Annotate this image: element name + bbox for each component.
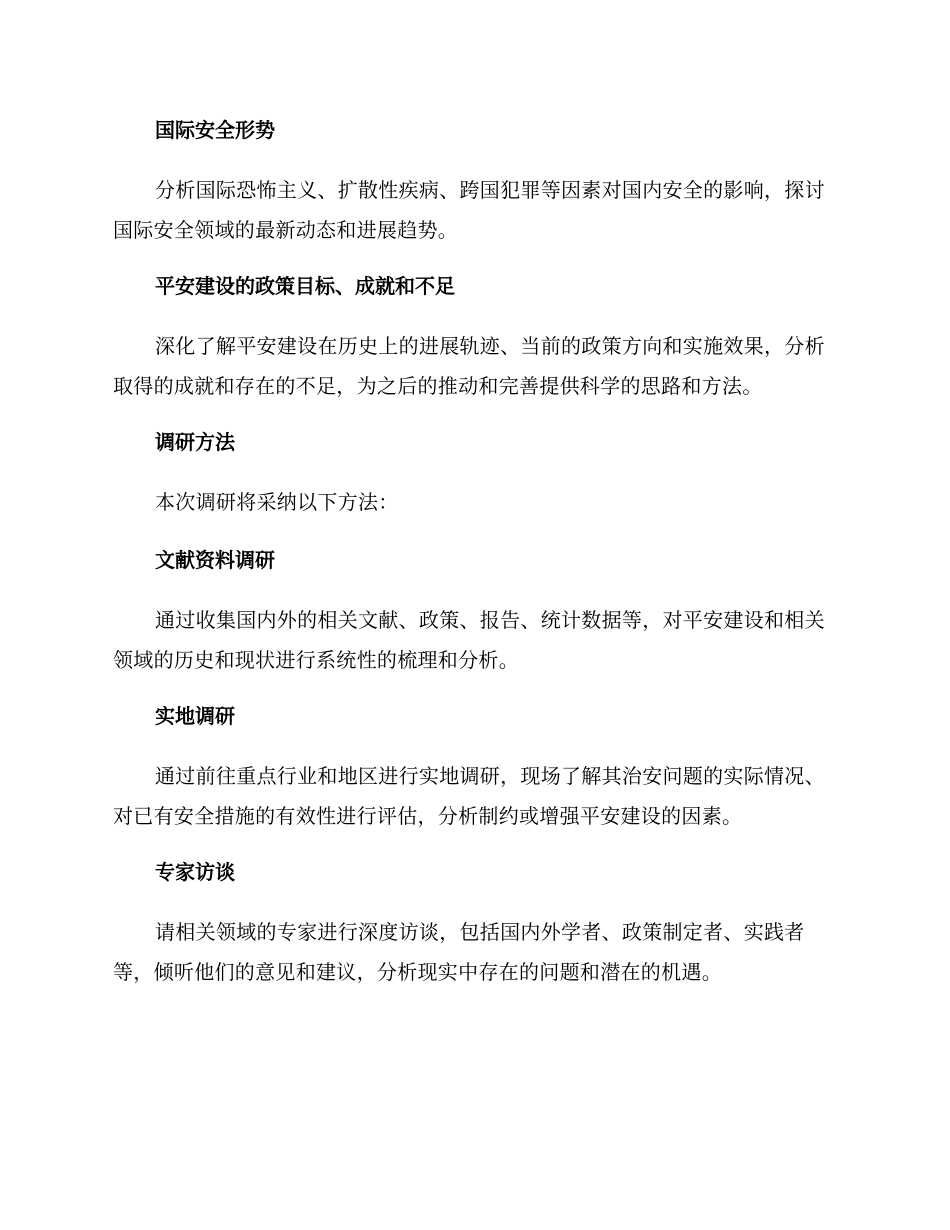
section-heading-literature-research: 文献资料调研 bbox=[155, 548, 275, 572]
section-paragraph: 通过收集国内外的相关文献、政策、报告、统计数据等，对平安建设和相关领域的历史和现状进行系统性的梳理和分析。 bbox=[113, 608, 825, 672]
section-paragraph: 分析国际恐怖主义、扩散性疾病、跨国犯罪等因素对国内安全的影响，探讨国际安全领域的最新动态和进展趋势。 bbox=[113, 178, 825, 242]
section-paragraph: 深化了解平安建设在历史上的进展轨迹、当前的政策方向和实施效果，分析取得的成就和存在的不足，为之后的推动和完善提供科学的思路和方法。 bbox=[113, 334, 825, 398]
document-body bbox=[113, 112, 833, 1010]
section-heading-research-methods: 调研方法 bbox=[155, 430, 235, 454]
section-paragraph: 本次调研将采纳以下方法： bbox=[155, 490, 399, 514]
section-heading-policy-goals: 平安建设的政策目标、成就和不足 bbox=[155, 274, 455, 298]
section-heading-international-security: 国际安全形势 bbox=[155, 118, 275, 142]
section-heading-field-research: 实地调研 bbox=[155, 704, 235, 728]
section-paragraph: 请相关领域的专家进行深度访谈，包括国内外学者、政策制定者、实践者等，倾听他们的意见和建议，分析现实中存在的问题和潜在的机遇。 bbox=[113, 920, 805, 984]
section-heading-expert-interviews: 专家访谈 bbox=[155, 860, 235, 884]
section-paragraph: 通过前往重点行业和地区进行实地调研，现场了解其治安问题的实际情况、对已有安全措施的有效性进行评估，分析制约或增强平安建设的因素。 bbox=[113, 764, 825, 828]
